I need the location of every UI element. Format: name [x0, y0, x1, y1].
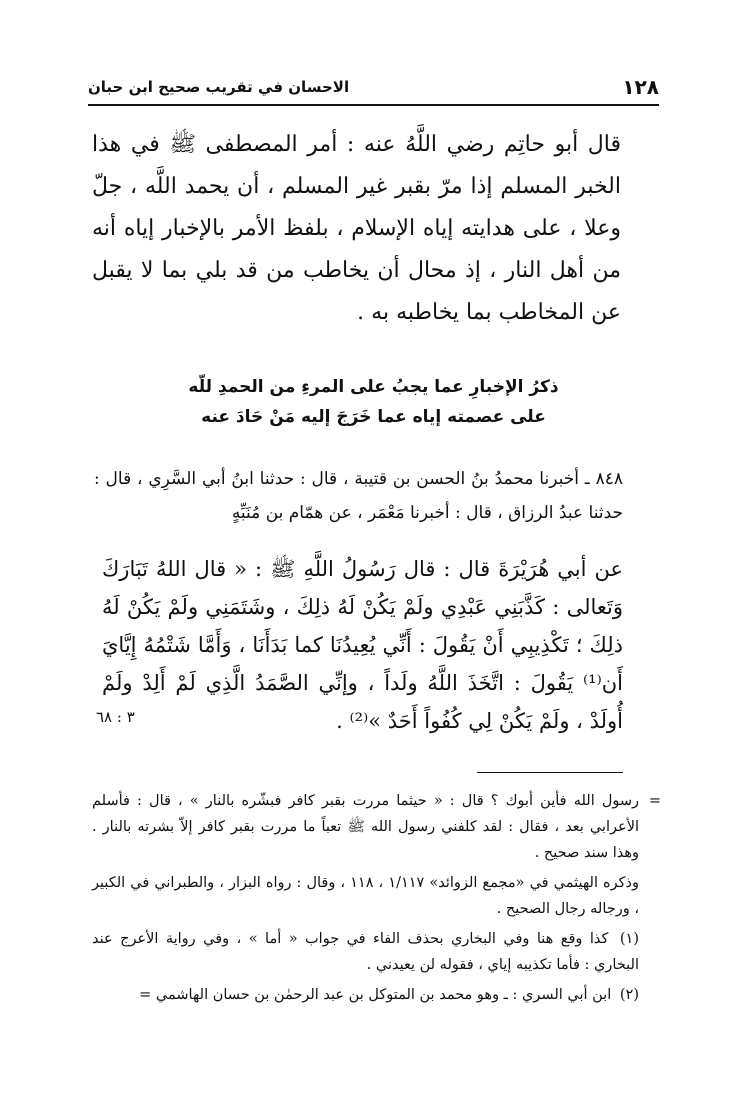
hadith-text: عن أبي هُرَيْرَةَ قال : قال رَسُولُ اللَّهِ ﷺ : « قال اللهُ تَبَارَكَ وَتَعالى : كَذَّبَنِي عَبْدِي ولَمْ يَكُنْ لَهُ ذلِكَ ، وشَتَمَنِي ولَمْ يَكُنْ لَهُ ذلِكَ ؛ تَكْذِيبِي أَنْ يَقُولَ : أَنِّي يُعِيدُنَا كما بَدَأَنَا ، وَأَمَّا شَتْمُهُ إِيَّايَ أَن⁽¹⁾ يَقُولَ : اتَّخَذَ اللَّهُ ولَداً ، وإنِّي الصَّمَدُ الَّذِي لَمْ أَلِدْ ولَمْ أُولَدْ ، ولَمْ يَكُنْ لِي كُفُواً أَحَدٌ »⁽²⁾ .	[102, 557, 623, 733]
footnote-2	[92, 982, 639, 1008]
footnote-2-text: ابن أبي السري : ـ وهو محمد بن المتوكل بن عبد الرحمٰن بن حسان الهاشمي =	[139, 987, 612, 1003]
footnote-haythami-text: وذكره الهيثمي في «مجمع الزوائد» ١/١١٧ ، ١١٨ ، وقال : رواه البزار ، والطبراني في الكبير ، ورجاله رجال الصحيح .	[92, 875, 639, 917]
continuation-marker: =	[648, 793, 661, 809]
quran-reference: ٣ : ٦٨	[96, 708, 135, 726]
footnote-continuation-text: رسول الله فأين أبوك ؟ قال : « حيثما مررت بقبر كافر فبشّره بالنار » ، قال : فأسلم الأعرابي بعد ، فقال : لقد كلفني رسول الله ﷺ تعباً ما مررت بقبر كافر إلاّ بشرته بالنار . وهذا سند صحيح .	[92, 793, 639, 861]
footnote-1	[92, 926, 639, 978]
main-paragraph: قال أبو حاتِم رضي اللَّهُ عنه : أمر المصطفى ﷺ في هذا الخبر المسلم إذا مرّ بقبر غير المسلم ، أن يحمد اللَّه ، جلّ وعلا ، على هدايته إياه الإسلام ، بلفظ الأمر بالإخبار إياه أنه من أهل النار ، إذ محال أن يخاطب من قد بلي بما لا يقبل عن المخاطب بما يخاطبه به .	[92, 132, 622, 325]
page-header	[88, 72, 659, 102]
footnote-2-number: (٢)	[619, 987, 639, 1003]
footnote-haythami	[92, 870, 639, 922]
footnote-continuation	[92, 788, 661, 866]
page-number: ١٢٨	[622, 75, 659, 99]
footnote-1-number: (١)	[619, 931, 639, 947]
isnad-chain: ٨٤٨ ـ أخبرنا محمدُ بنُ الحسن بن قتيبة ، قال : حدثنا ابنُ أبي السَّرِي ، قال : حدثنا عبدُ الرزاق ، قال : أخبرنا مَعْمَر ، عن همّام بن مُنَبِّهٍ	[94, 469, 623, 523]
section-heading-line-2: على عصمته إياه عما خَرَجَ إليه مَنْ حَادَ عنه	[201, 407, 546, 427]
section-heading	[92, 372, 655, 432]
running-title: الاحسان في تقريب صحيح ابن حبان	[88, 78, 350, 96]
section-heading-line-1: ذكرُ الإخبارِ عما يجبُ على المرءِ من الحمدِ للّه	[188, 377, 559, 397]
footnotes	[92, 788, 661, 1012]
footnote-rule	[477, 772, 623, 773]
header-rule	[88, 104, 659, 106]
footnote-1-text: كذا وقع هنا وفي البخاري بحذف الفاء في جواب « أما » ، وفي رواية الأعرج عند البخاري : فأما تكذيبه إياي ، فقوله لن يعيدني .	[92, 931, 639, 973]
